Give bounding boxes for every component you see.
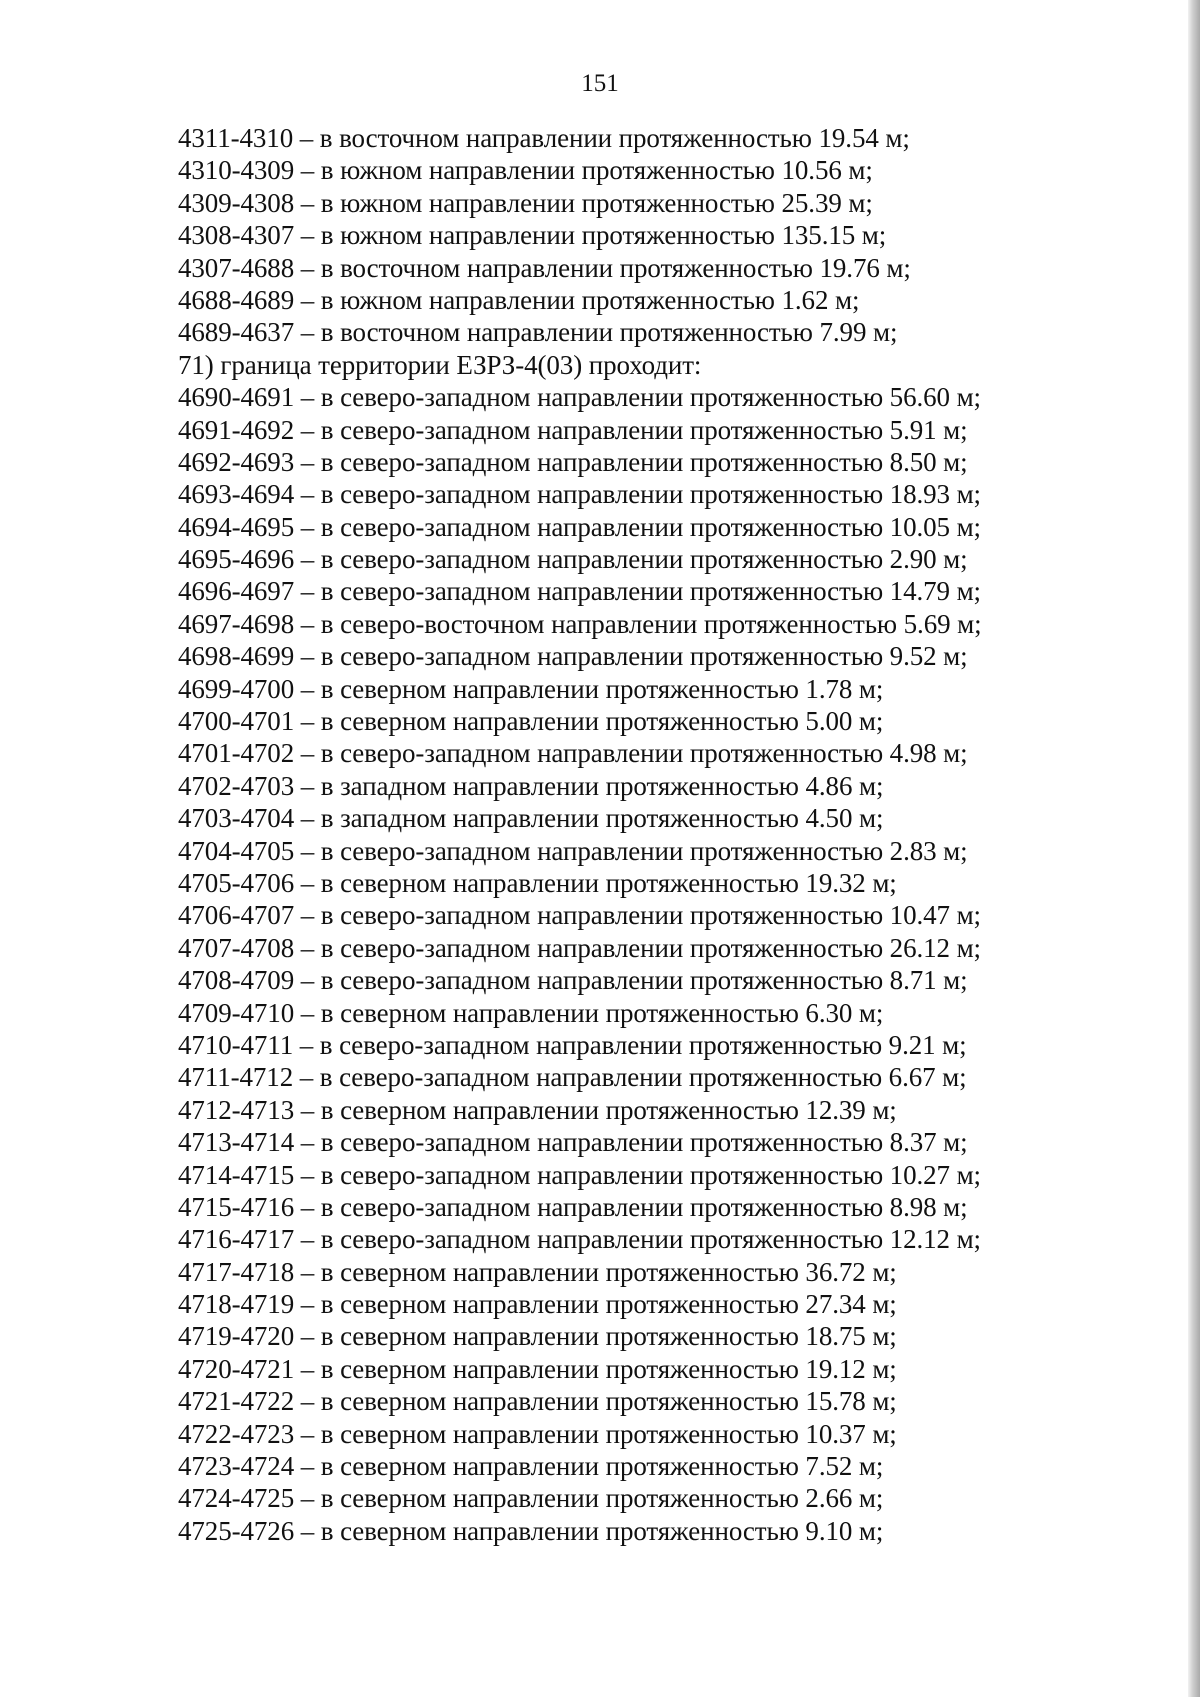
text-line: 4694-4695 – в северо-западном направлении протяженностью 10.05 м; (178, 511, 981, 542)
text-line: 4698-4699 – в северо-западном направлении протяженностью 9.52 м; (178, 641, 968, 672)
text-line: 4701-4702 – в северо-западном направлении протяженностью 4.98 м; (178, 738, 968, 769)
text-line: 4703-4704 – в западном направлении протяженностью 4.50 м; (178, 803, 884, 834)
text-line: 4718-4719 – в северном направлении протяженностью 27.34 м; (178, 1289, 897, 1320)
text-line: 4308-4307 – в южном направлении протяженностью 135.15 м; (178, 220, 887, 251)
text-line: 4725-4726 – в северном направлении протяженностью 9.10 м; (178, 1515, 884, 1546)
text-line: 4693-4694 – в северо-западном направлении протяженностью 18.93 м; (178, 479, 981, 510)
page-number: 151 (581, 70, 619, 97)
text-line: 4722-4723 – в северном направлении протяженностью 10.37 м; (178, 1418, 897, 1449)
text-line: 4310-4309 – в южном направлении протяженностью 10.56 м; (178, 155, 873, 186)
text-line: 4691-4692 – в северо-западном направлении протяженностью 5.91 м; (178, 414, 968, 445)
text-line: 4724-4725 – в северном направлении протяженностью 2.66 м; (178, 1483, 884, 1514)
text-line: 4715-4716 – в северо-западном направлении протяженностью 8.98 м; (178, 1191, 968, 1222)
text-line: 4719-4720 – в северном направлении протяженностью 18.75 м; (178, 1321, 897, 1352)
text-line: 4709-4710 – в северном направлении протяженностью 6.30 м; (178, 997, 884, 1028)
text-line: 4311-4310 – в восточном направлении протяженностью 19.54 м; (178, 123, 910, 153)
text-line: 4704-4705 – в северо-западном направлении протяженностью 2.83 м; (178, 835, 968, 866)
text-line: 4697-4698 – в северо-восточном направлении протяженностью 5.69 м; (178, 608, 982, 639)
text-line: 4707-4708 – в северо-западном направлении протяженностью 26.12 м; (178, 932, 981, 963)
text-line: 4723-4724 – в северном направлении протяженностью 7.52 м; (178, 1451, 884, 1482)
text-line: 4706-4707 – в северо-западном направлении протяженностью 10.47 м; (178, 900, 981, 931)
text-line: 4700-4701 – в северном направлении протяженностью 5.00 м; (178, 706, 884, 737)
text-line: 4714-4715 – в северо-западном направлении протяженностью 10.27 м; (178, 1159, 981, 1190)
text-line: 4690-4691 – в северо-западном направлении протяженностью 56.60 м; (178, 382, 981, 413)
text-line: 4711-4712 – в северо-западном направлении протяженностью 6.67 м; (178, 1062, 967, 1093)
text-line: 4689-4637 – в восточном направлении протяженностью 7.99 м; (178, 317, 898, 348)
text-line: 4720-4721 – в северном направлении протяженностью 19.12 м; (178, 1353, 897, 1384)
text-line: 4716-4717 – в северо-западном направлении протяженностью 12.12 м; (178, 1224, 981, 1255)
text-line: 4309-4308 – в южном направлении протяженностью 25.39 м; (178, 187, 873, 218)
text-line: 4307-4688 – в восточном направлении протяженностью 19.76 м; (178, 252, 911, 283)
text-line: 4702-4703 – в западном направлении протяженностью 4.86 м; (178, 770, 884, 801)
text-line: 4692-4693 – в северо-западном направлении протяженностью 8.50 м; (178, 446, 968, 477)
text-line: 4688-4689 – в южном направлении протяженностью 1.62 м; (178, 284, 860, 315)
text-line: 4705-4706 – в северном направлении протяженностью 19.32 м; (178, 867, 897, 898)
scan-edge (1188, 0, 1200, 1697)
text-line: 4712-4713 – в северном направлении протяженностью 12.39 м; (178, 1094, 897, 1125)
text-line: 4695-4696 – в северо-западном направлении протяженностью 2.90 м; (178, 544, 968, 575)
text-line: 4713-4714 – в северо-западном направлении протяженностью 8.37 м; (178, 1127, 968, 1158)
section-heading: 71) граница территории ЕЗРЗ-4(03) проходит: (178, 349, 702, 380)
text-line: 4721-4722 – в северном направлении протяженностью 15.78 м; (178, 1386, 897, 1417)
document-body (178, 122, 1058, 1547)
text-line: 4710-4711 – в северо-западном направлении протяженностью 9.21 м; (178, 1029, 967, 1060)
text-line: 4717-4718 – в северном направлении протяженностью 36.72 м; (178, 1256, 897, 1287)
text-line: 4708-4709 – в северо-западном направлении протяженностью 8.71 м; (178, 965, 968, 996)
text-line: 4696-4697 – в северо-западном направлении протяженностью 14.79 м; (178, 576, 981, 607)
text-line: 4699-4700 – в северном направлении протяженностью 1.78 м; (178, 673, 884, 704)
